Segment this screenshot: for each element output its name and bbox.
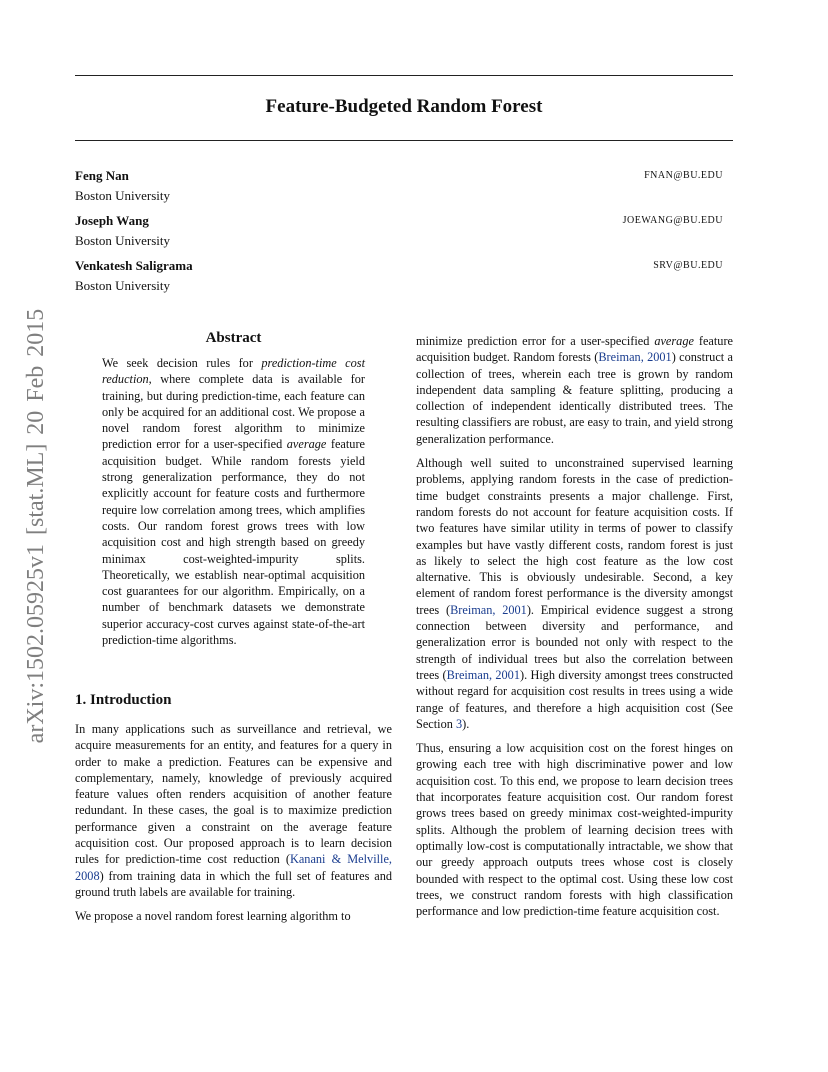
abstract-text: [102, 355, 365, 648]
author-email: JOEWANG@BU.EDU: [622, 215, 723, 226]
author-email: FNAN@BU.EDU: [644, 170, 723, 181]
author-block: [75, 166, 723, 206]
top-rule: [75, 75, 733, 76]
author-affiliation: Boston University: [75, 188, 170, 203]
paragraph: Thus, ensuring a low acquisition cost on the forest hinges on growing each tree with high discriminative power and low acquisition cost. To this end, we propose to learn decision trees that incorporates feature acquisition cost. Our random forest grows trees based on greedy minimax cost-weighted-impurity splits. Although the problem of learning decision trees with optimally low-cost is computationally intractable, we show that our greedy approach outputs trees whose cost is closely bounded with respect to the optimal cost. Using these low cost trees, we construct random forests with high classification performance and low prediction-time feature acquisition cost.: [416, 741, 733, 919]
citation-link[interactable]: Breiman, 2001: [450, 602, 527, 617]
citation-link[interactable]: Breiman, 2001: [446, 667, 520, 682]
text-run: We seek decision rules for: [102, 356, 262, 370]
emphasis: prediction-time cost reduction: [102, 356, 365, 387]
emphasis: average: [654, 334, 694, 348]
citation-link[interactable]: Breiman, 2001: [598, 350, 672, 365]
text-run: Although well suited to unconstrained supervised learning problems, applying random forests in the case of prediction-time budget constraints presents a major challenge. First, random forests do not account for feature acquisition costs. If two features have similar utility in terms of power to classify examples but have vastly different costs, random forest is just as likely to select the high cost feature as the low cost alternative. This is obviously undesirable. Second, a key element of random forest performance is the diversity amongst trees (: [416, 456, 733, 617]
author-block: [75, 211, 723, 251]
text-run: , where complete data is available for training, but during prediction-time, each feature can only be acquired for an additional cost. We propose a novel random forest algorithm to minimize prediction error for a user-specified: [102, 372, 365, 452]
text-run: ) from training data in which the full set of features and ground truth labels are available for training.: [75, 868, 392, 899]
text-run: ). Empirical evidence suggest a strong connection between diversity and performance, and generalization error is bounded not only with respect to the strength of individual trees but also the correlation between trees (: [416, 602, 733, 682]
title-bottom-rule: [75, 140, 733, 141]
text-run: ). High diversity amongst trees constructed without regard for acquisition cost results in trees using a wide range of features, and therefore a high acquisition cost (See Section: [416, 667, 733, 731]
text-run: minimize prediction error for a user-specified: [416, 334, 655, 348]
text-run: ).: [462, 716, 470, 731]
author-email: SRV@BU.EDU: [653, 260, 723, 271]
emphasis: average: [286, 437, 327, 452]
paragraph: [75, 721, 392, 900]
author-name: Feng Nan: [75, 168, 129, 183]
author-affiliation: Boston University: [75, 233, 170, 248]
text-run: In many applications such as surveillance and retrieval, we acquire measurements for an entity, and features for a query in order to make a prediction. Features can be expensive and complementary, namely, knowledge of previously acquired feature values often renders acquisition of another feature redundant. In these cases, the goal is to maximize prediction performance given a constraint on the average feature acquisition cost. Our proposed approach is to learn decision rules for prediction-time cost reduction (: [75, 722, 392, 867]
author-affiliation: Boston University: [75, 278, 170, 293]
author-block: [75, 256, 723, 296]
paragraph: [416, 455, 733, 732]
paragraph: [416, 333, 733, 447]
text-run: ) construct a collection of trees, wherein each tree is grown by random independent data sampling & feature splitting, producing a collection of independent identically distributed trees. The resulting classifiers are robust, are easy to train, and yield strong generalization performance.: [416, 350, 733, 446]
arxiv-identifier: arXiv:1502.05925v1 [stat.ML] 20 Feb 2015: [23, 308, 49, 744]
section-link[interactable]: 3: [455, 716, 463, 731]
text-run: feature acquisition budget. Random forests (: [416, 334, 734, 365]
right-column: [416, 333, 733, 919]
abstract-heading: Abstract: [205, 330, 262, 346]
author-name: Venkatesh Saligrama: [75, 258, 193, 273]
citation-link[interactable]: Kanani & Melville, 2008: [75, 852, 392, 883]
introduction-body: [75, 721, 392, 925]
paper-title: Feature-Budgeted Random Forest: [265, 96, 543, 117]
author-name: Joseph Wang: [75, 213, 149, 228]
section-heading-introduction: 1. Introduction: [75, 692, 172, 708]
paragraph: We propose a novel random forest learning algorithm to: [75, 909, 351, 924]
text-run: feature acquisition budget. While random forests yield strong generalization performance, they do not explicitly account for feature costs and furthermore require low correlation among trees, which amplifies costs. Our random forest grows trees with low acquisition cost and high strength based on greedy minimax cost-weighted-impurity splits. Theoretically, we establish near-optimal acquisition cost guarantees for our algorithm. Empirically, on a number of benchmark datasets we demonstrate superior accuracy-cost curves against state-of-the-art prediction-time algorithms.: [102, 437, 366, 648]
